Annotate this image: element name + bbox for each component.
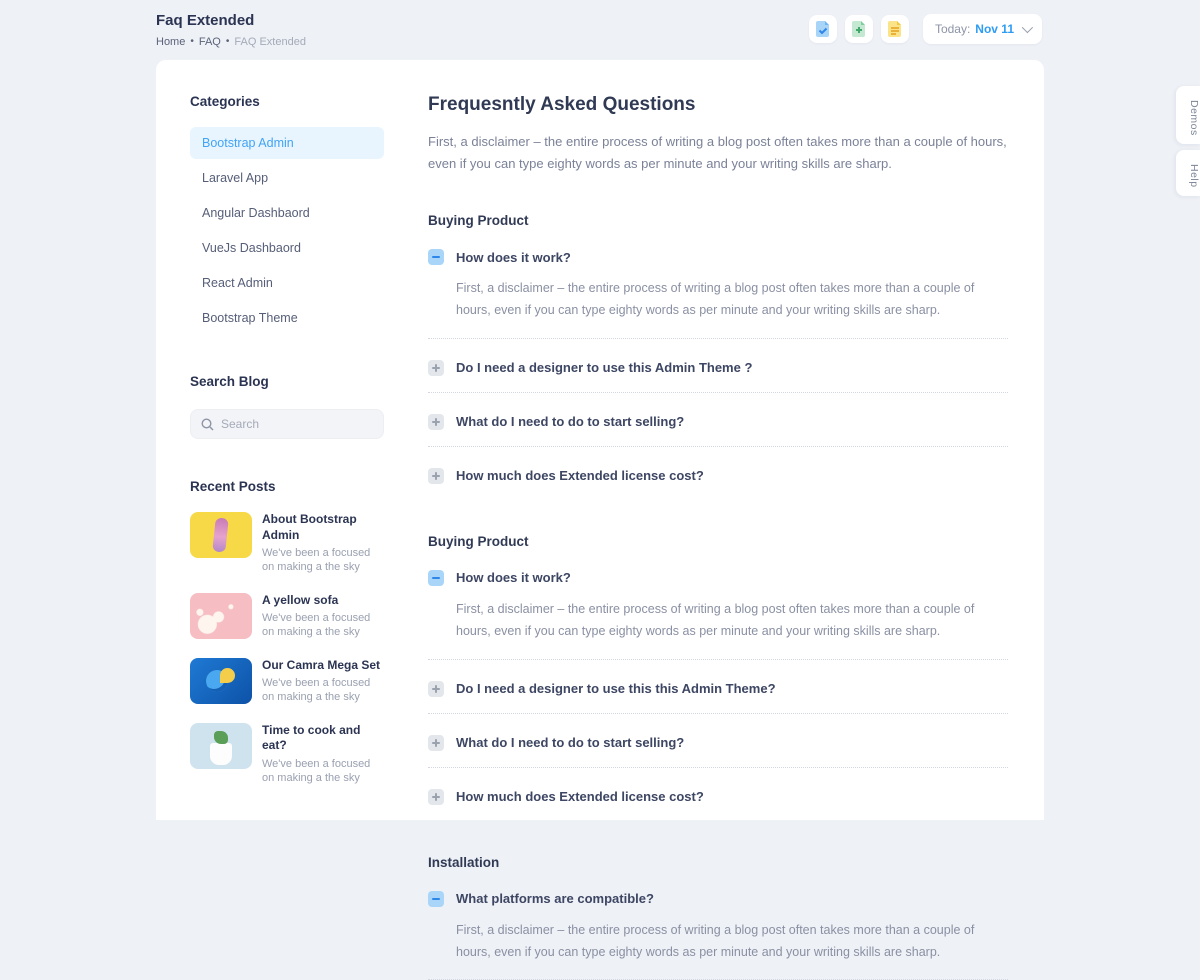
section-heading: Buying Product <box>428 533 529 549</box>
faq-section-buying-product-2 <box>428 534 1008 805</box>
expand-icon[interactable] <box>428 681 444 697</box>
file-check-icon <box>815 20 831 38</box>
expand-icon[interactable] <box>428 360 444 376</box>
faq-question-row[interactable] <box>428 249 1008 265</box>
faq-question: How much does Extended license cost? <box>456 789 704 805</box>
faq-question-row[interactable] <box>428 570 1008 586</box>
file-plus-button[interactable] <box>845 15 873 43</box>
topbar <box>0 0 1200 60</box>
sidebar <box>190 94 384 820</box>
breadcrumb <box>156 36 306 48</box>
faq-question-row[interactable] <box>428 891 1008 907</box>
tab-help[interactable]: Help <box>1176 150 1200 196</box>
category-list <box>190 127 384 334</box>
section-heading: Buying Product <box>428 213 529 229</box>
post-title: Time to cook and eat? <box>262 722 361 753</box>
sidebar-item-angular-dashboard[interactable]: Angular Dashbaord <box>202 206 310 220</box>
post-excerpt: We've been a focused on making a the sky <box>262 758 371 784</box>
sidebar-item-bootstrap-admin[interactable]: Bootstrap Admin <box>190 127 384 159</box>
breadcrumb-separator: • <box>190 36 194 47</box>
faq-answer: First, a disclaimer – the entire process of writing a blog post often takes more than a couple of hours, even if you can type eighty words as per minute and your writing skills are sharp. <box>456 281 975 318</box>
post-excerpt: We've been a focused on making a the sky <box>262 677 371 704</box>
faq-question: How does it work? <box>456 570 571 586</box>
collapse-icon[interactable] <box>428 891 444 907</box>
faq-item <box>428 339 1008 393</box>
faq-question: What do I need to do to start selling? <box>456 414 685 430</box>
expand-icon[interactable] <box>428 468 444 484</box>
faq-question-row[interactable] <box>428 789 1008 805</box>
expand-icon[interactable] <box>428 789 444 805</box>
chevron-down-icon <box>1022 22 1033 33</box>
faq-item <box>428 870 1008 980</box>
recent-posts-title: Recent Posts <box>190 479 276 494</box>
file-text-button[interactable] <box>881 15 909 43</box>
sidebar-item-laravel-app[interactable]: Laravel App <box>202 171 269 185</box>
post-title: About Bootstrap Admin <box>262 512 357 542</box>
faq-intro: First, a disclaimer – the entire process of writing a blog post often takes more than a couple of hours, even if you can type eighty words as per minute and your writing skills are sharp. <box>428 134 1007 172</box>
file-text-icon <box>887 20 903 38</box>
post-thumbnail-pink-flowers <box>190 593 252 639</box>
post-title: Our Camra Mega Set <box>262 657 381 672</box>
sidebar-item-vuejs-dashboard[interactable]: VueJs Dashbaord <box>202 241 301 255</box>
faq-question: Do I need a designer to use this this Admin Theme? <box>456 681 776 697</box>
search-box <box>190 409 384 439</box>
faq-main <box>384 94 1044 959</box>
faq-item <box>428 228 1008 339</box>
sidebar-item-react-admin[interactable]: React Admin <box>202 276 273 290</box>
breadcrumb-faq[interactable]: FAQ <box>198 36 221 48</box>
faq-question: How much does Extended license cost? <box>456 468 704 484</box>
recent-post[interactable] <box>190 658 384 705</box>
faq-question-row[interactable] <box>428 468 1008 484</box>
post-thumbnail-blue-camera <box>190 658 252 704</box>
faq-question-row[interactable] <box>428 360 1008 376</box>
breadcrumb-separator: • <box>225 36 230 47</box>
faq-item <box>428 714 1008 768</box>
page-title: Faq Extended <box>156 12 255 29</box>
faq-section-buying-product-1 <box>428 213 1008 484</box>
faq-item <box>428 660 1008 714</box>
post-title: A yellow sofa <box>262 592 339 607</box>
collapse-icon[interactable] <box>428 570 444 586</box>
faq-question: How does it work? <box>456 249 571 265</box>
collapse-icon[interactable] <box>428 249 444 265</box>
faq-item <box>428 768 1008 805</box>
post-excerpt: We've been a focused on making a the sky <box>262 612 371 639</box>
tab-demos[interactable]: Demos <box>1176 86 1200 144</box>
search-input[interactable] <box>221 417 373 431</box>
file-check-button[interactable] <box>809 15 837 43</box>
date-prefix: Today: <box>934 22 971 36</box>
post-thumbnail-plant-pot <box>190 723 252 769</box>
faq-item <box>428 393 1008 447</box>
faq-question: What do I need to do to start selling? <box>456 735 685 751</box>
faq-answer: First, a disclaimer – the entire process of writing a blog post often takes more than a couple of hours, even if you can type eighty words as per minute and your writing skills are sharp. <box>456 601 975 638</box>
section-heading: Installation <box>428 854 500 870</box>
faq-question: What platforms are compatible? <box>456 891 654 907</box>
breadcrumb-home[interactable]: Home <box>156 36 186 48</box>
date-value: Nov 11 <box>975 22 1014 36</box>
faq-question-row[interactable] <box>428 735 1008 751</box>
date-selector[interactable] <box>923 14 1042 44</box>
categories-title: Categories <box>190 94 260 109</box>
post-thumbnail-yellow-flowers <box>190 512 252 558</box>
expand-icon[interactable] <box>428 735 444 751</box>
faq-section-installation <box>428 855 1008 980</box>
breadcrumb-current: FAQ Extended <box>234 36 306 48</box>
post-excerpt: We've been a focused on making a the sky <box>262 547 371 573</box>
faq-item <box>428 549 1008 660</box>
faq-question-row[interactable] <box>428 414 1008 430</box>
faq-question-row[interactable] <box>428 681 1008 697</box>
recent-post[interactable] <box>190 512 384 575</box>
recent-post[interactable] <box>190 723 384 786</box>
content-card <box>156 60 1044 959</box>
faq-title: Frequesntly Asked Questions <box>428 94 696 115</box>
faq-answer: First, a disclaimer – the entire process of writing a blog post often takes more than a couple of hours, even if you can type eighty words as per minute and your writing skills are sharp. <box>456 922 975 959</box>
search-icon <box>201 418 214 431</box>
file-plus-icon <box>851 20 867 38</box>
recent-post[interactable] <box>190 593 384 640</box>
search-blog-title: Search Blog <box>190 374 269 389</box>
faq-question: Do I need a designer to use this Admin Theme ? <box>456 360 753 376</box>
faq-item <box>428 447 1008 484</box>
sidebar-item-bootstrap-theme[interactable]: Bootstrap Theme <box>202 311 298 325</box>
expand-icon[interactable] <box>428 414 444 430</box>
